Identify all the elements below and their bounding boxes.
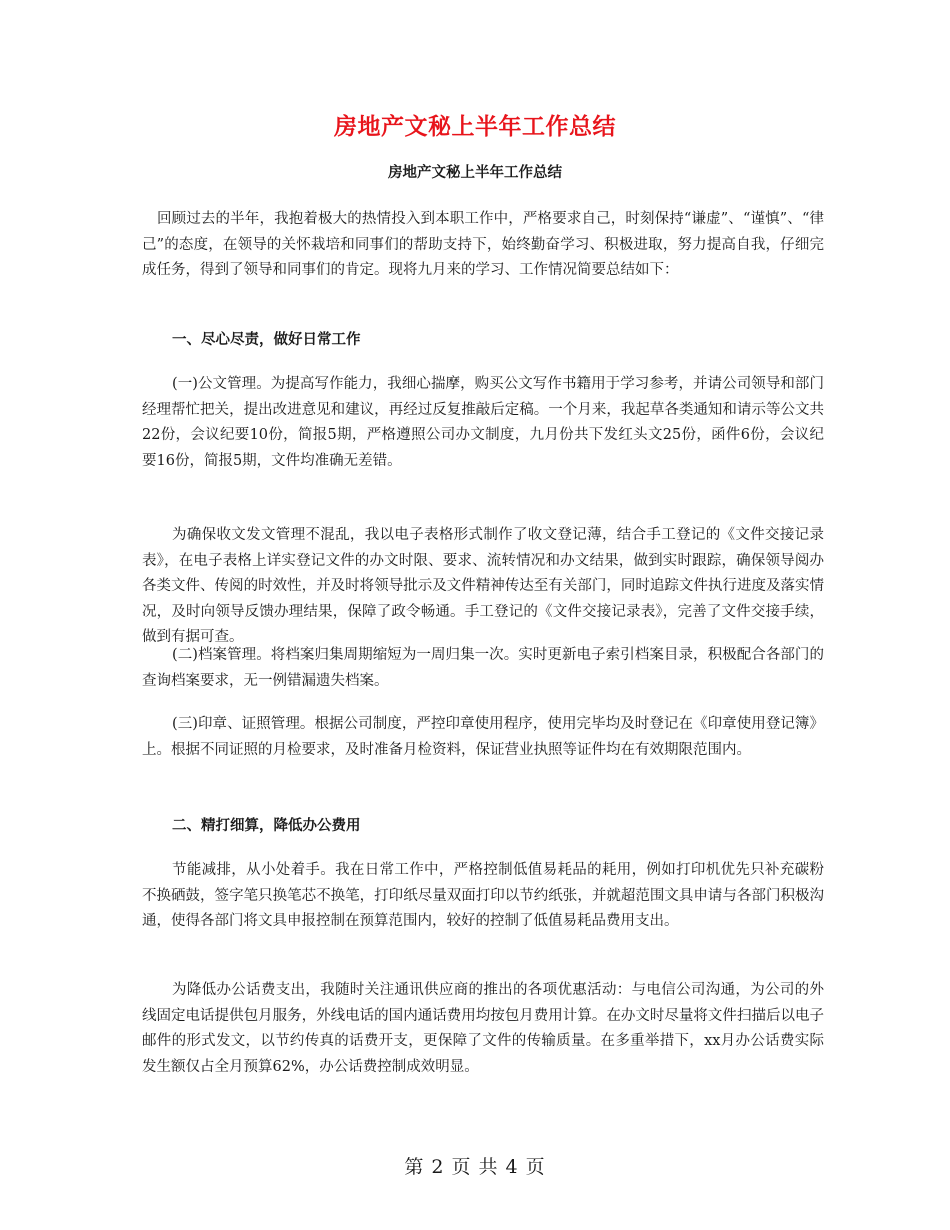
paragraph-energy-saving: 节能减排，从小处着手。我在日常工作中，严格控制低值易耗品的耗用，例如打印机优先只补充碳粉不换硒鼓，签字笔只换笔芯不换笔，打印纸尽量双面打印以节约纸张，并就超范围文具申请与各部门积极沟通，使得各部门将文具申报控制在预算范围内，较好的控制了低值易耗品费用支出。 <box>142 862 824 929</box>
paragraph-phone-costs: 为降低办公话费支出，我随时关注通讯供应商的推出的各项优惠活动：与电信公司沟通，为公司的外线固定电话提供包月服务，外线电话的国内通话费用均按包月费用计算。在办文时尽量将文件扫描后以电子邮件的形式发文，以节约传真的话费开支，更保障了文件的传输质量。在多重举措下，xx月办公话费实际发生额仅占全月预算62%，办公话费控制成效明显。 <box>142 982 824 1075</box>
paragraph-seal-management: (三)印章、证照管理。根据公司制度，严控印章使用程序，使用完毕均及时登记在《印章使用登记簿》上。根据不同证照的月检要求，及时准备月检资料，保证营业执照等证件均在有效期限范围内。 <box>142 716 824 758</box>
section-heading-daily-work: 一、尽心尽责，做好日常工作 <box>172 331 361 348</box>
document-subtitle: 房地产文秘上半年工作总结 <box>388 164 562 181</box>
section-heading-reduce-costs: 二、精打细算，降低办公费用 <box>172 817 361 834</box>
document-title: 房地产文秘上半年工作总结 <box>334 113 616 140</box>
page-number-footer: 第 2 页 共 4 页 <box>404 1156 546 1178</box>
paragraph-filing-register: 为确保收文发文管理不混乱，我以电子表格形式制作了收文登记薄，结合手工登记的《文件交接记录表》，在电子表格上详实登记文件的办文时限、要求、流转情况和办文结果，做到实时跟踪，确保领导阅办各类文件、传阅的时效性，并及时将领导批示及文件精神传达至有关部门，同时追踪文件执行进度及落实情况，及时向领导反馈办理结果，保障了政令畅通。手工登记的《文件交接记录表》，完善了文件交接手续，做到有据可查。 <box>142 527 824 645</box>
intro-paragraph: 回顾过去的半年，我抱着极大的热情投入到本职工作中，严格要求自己，时刻保持“谦虚”、“谨慎”、“律己”的态度，在领导的关怀栽培和同事们的帮助支持下，始终勤奋学习、积极进取，努力提高自我，仔细完成任务，得到了领导和同事们的肯定。现将九月来的学习、工作情况简要总结如下： <box>142 211 824 278</box>
paragraph-document-management: (一)公文管理。为提高写作能力，我细心揣摩，购买公文写作书籍用于学习参考，并请公司领导和部门经理帮忙把关，提出改进意见和建议，再经过反复推敲后定稿。一个月来，我起草各类通知和请示等公文共22份，会议纪要10份，简报5期，严格遵照公司办文制度，九月份共下发红头文25份，函件6份，会议纪要16份，简报5期，文件均准确无差错。 <box>142 376 824 469</box>
paragraph-archive-management: (二)档案管理。将档案归集周期缩短为一周归集一次。实时更新电子索引档案目录，积极配合各部门的查询档案要求，无一例错漏遗失档案。 <box>142 647 824 689</box>
